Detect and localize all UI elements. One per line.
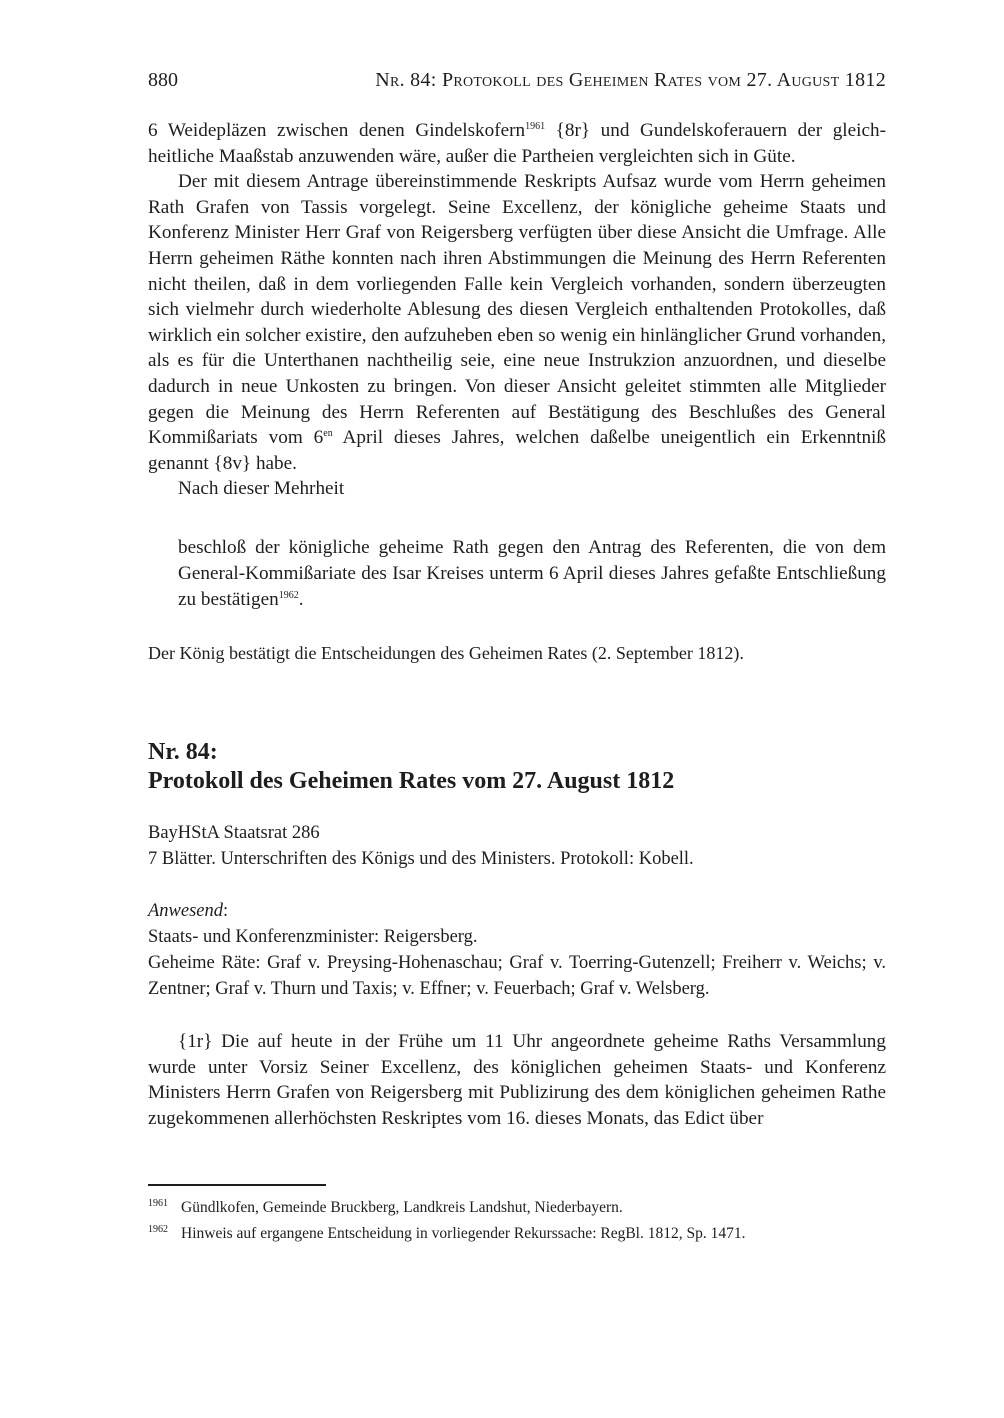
attendance-label [148, 898, 886, 924]
footnote-number: 1961 [148, 1198, 168, 1209]
footnote-item [148, 1223, 886, 1245]
attendance-minister: Staats- und Konferenzminister: Reigersberg. [148, 927, 478, 947]
resolution-end: . [298, 589, 304, 610]
archive-reference: BayHStA Staatsrat 286 [148, 823, 320, 843]
resolution-body: beschloß der königliche geheime Rath gegen den Antrag des Referenten, die von dem General-Kommißariate des Isar Kreises unterm 6 April dieses Jahres gefaßte Entschließung zu bestätigen [178, 537, 886, 610]
opening-text [148, 1029, 886, 1131]
paragraph-text: {8r} und Gundelskoferauern der gleichheitliche Maaßstab anzuwenden wäre, außer die Partheien vergleichten sich in Güte. [148, 120, 886, 167]
running-title: Nr. 84: Protokoll des Geheimen Rates vom 27. August 1812 [375, 69, 886, 91]
footnote-reference: 1962 [278, 590, 299, 601]
paragraph-majority: Nach dieser Mehrheit [178, 478, 345, 500]
attendance-section [148, 898, 886, 1002]
continuation-text [148, 118, 886, 502]
paragraph-continuation [148, 118, 886, 169]
paragraph-opening: {1r} Die auf heute in der Frühe um 11 Uhr angeordnete geheime Raths Versammlung wurde unter Vorsiz Seiner Excellenz, des königlichen geheimen Staats- und Konferenz Ministers Herrn Grafen von Reigersberg mit Publizirung des dem königlichen geheimen Rathe zugekommenen allerhöchsten Reskriptes vom 16. dieses Monats, das Edict über [148, 1031, 886, 1129]
footnote-reference: 1961 [525, 121, 546, 132]
royal-confirmation-note: Der König bestätigt die Entscheidungen des Geheimen Rates (2. September 1812). [148, 643, 744, 663]
source-info [148, 820, 886, 872]
document-title: Protokoll des Geheimen Rates vom 27. August 1812 [148, 768, 675, 794]
footnote-text: Gündlkofen, Gemeinde Bruckberg, Landkreis Landshut, Niederbayern. [181, 1199, 623, 1216]
paragraph-text: Der mit diesem Antrage übereinstimmende Reskripts Aufsaz wurde vom Herrn geheimen Rath Grafen von Tassis vorgelegt. Seine Excellenz, der königliche geheime Staats und Konferenz Minister Herr Graf von Reigersberg verfügten über diese Ansicht die Umfrage. Alle Herrn geheimen Räthe konnten nach ihren Abstimmungen die Meinung des Herrn Referenten nicht theilen, daß in dem vorliegenden Falle kein Vergleich vorhanden, sondern überzeugten sich vielmehr durch wiederholte Ablesung des diesen Vergleich enthaltenden Protokolles, daß wirklich ein solcher existire, den aufzuheben eben so wenig ein hinlänglicher Grund vorhanden, als es für die Unterthanen nachtheilig seie, eine neue Instrukzion anzuordnen, und dieselbe dadurch in neue Unkosten zu bringen. Von dieser Ansicht geleitet stimmten alle Mitglieder gegen die Meinung des Herrn Referenten auf Bestätigung des Beschlußes des General Kommißariats vom 6 [148, 171, 886, 449]
attendance-label-text: Anwesend [148, 901, 224, 921]
attendance-councillors: Geheime Räte: Graf v. Preysing-Hohenaschau; Graf v. Toerring-Gutenzell; Freiherr v. Weichs; v. Zentner; Graf v. Thurn und Taxis; v. Effner; v. Feuerbach; Graf v. Welsberg. [148, 953, 886, 999]
attendance-colon: : [223, 901, 229, 921]
paragraph-text: April dieses Jahres, welchen daßelbe uneigentlich ein Erkenntniß genannt {8v} habe. [148, 427, 886, 474]
footnote-divider [148, 1184, 326, 1186]
document-page [148, 0, 886, 1418]
footnote-item [148, 1197, 886, 1219]
source-description: 7 Blätter. Unterschriften des Königs und des Ministers. Protokoll: Kobell. [148, 849, 694, 869]
footnotes [148, 1197, 886, 1249]
paragraph-vote [148, 169, 886, 476]
resolution-block [178, 535, 886, 613]
running-header [148, 66, 886, 94]
resolution-text [178, 535, 886, 613]
document-number: Nr. 84: [148, 739, 218, 765]
ordinal-suffix: en [323, 428, 333, 440]
footnote-number: 1962 [148, 1224, 168, 1235]
footnote-text: Hinweis auf ergangene Entscheidung in vorliegender Rekurssache: RegBl. 1812, Sp. 1471. [181, 1225, 746, 1242]
page-number: 880 [148, 69, 178, 91]
document-heading [148, 738, 886, 796]
paragraph-text: 6 Weidepläzen zwischen denen Gindelskofern [148, 120, 526, 141]
